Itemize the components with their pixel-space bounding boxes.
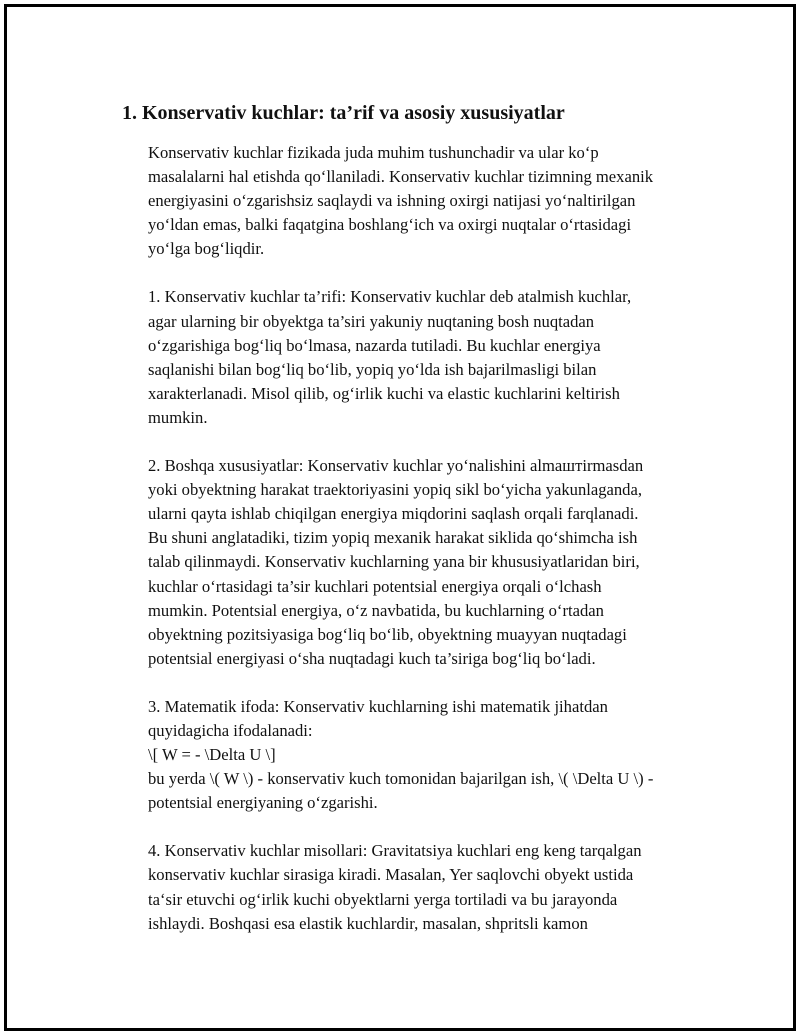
document-body — [119, 99, 699, 960]
formula-paragraph: 3. Matematik ifoda: Konservativ kuchlarning ishi matematik jihatdan quyidagicha ifodalanadi: \[ W = - \Delta U \] bu yerda \( W \) - konservativ kuch tomonidan bajarilgan ish, \( \Delta U \) - potentsial energiyaning o‘zgarishi. — [148, 696, 654, 813]
section-heading: 1. Konservativ kuchlar: ta’rif va asosiy xususiyatlar — [122, 102, 565, 124]
examples-paragraph: 4. Konservativ kuchlar misollari: Gravitatsiya kuchlari eng keng tarqalgan konservativ kuchlar sirasiga kiradi. Masalan, Yer saqlovchi obyekt ustida ta‘sir etuvchi og‘irlik kuchi obyektlarni yerga tortiladi va bu jarayonda ishlaydi. Boshqasi esa elastik kuchlardir, masalan, shpritsli kamon — [148, 841, 642, 933]
intro-paragraph: Konservativ kuchlar fizikada juda muhim tushunchadir va ular ko‘p masalalarni hal etishda qo‘llaniladi. Konservativ kuchlar tizimning mexanik energiyasini o‘zgarishsiz saqlaydi va ishning oxirgi natijasi yo‘naltirilgan yo‘ldan emas, balki faqatgina boshlang‘ich va oxirgi nuqtalar o‘rtasidagi yo‘lga bog‘liqdir. — [148, 143, 654, 259]
definition-paragraph: 1. Konservativ kuchlar ta’rifi: Konservativ kuchlar deb atalmish kuchlar, agar ularning bir obyektga ta’siri yakuniy nuqtaning bosh nuqtadan o‘zgarishiga bog‘liq bo‘lmasa, nazarda tutiladi. Bu kuchlar energiya saqlanishi bilan bog‘liq bo‘lib, yopiq yo‘lda ish bajarilmasligi bilan xarakterlanadi. Misol qilib, og‘irlik kuchi va elastic kuchlarini keltirish mumkin. — [148, 287, 632, 427]
document-page — [4, 4, 796, 1031]
properties-paragraph: 2. Boshqa xususiyatlar: Konservativ kuchlar yo‘nalishini almaштirmasdan yoki obyektning harakat traektoriyasini yopiq sikl bo‘yicha yakunlaganda, ularni qayta ishlab chiqilgan energiya miqdorini saqlash orqali farqlanadi. Bu shuni anglatadiki, tizim yopiq mexanik harakat siklida qo‘shimcha ish talab qilinmaydi. Konservativ kuchlarning yana bir khususiyatlaridan biri, kuchlar o‘rtasidagi ta’sir kuchlari potentsial energiya orqali o‘lchash mumkin. Potentsial energiya, o‘z navbatida, bu kuchlarning o‘rtadan obyektning pozitsiyasiga bog‘liq bo‘lib, obyektning muayyan nuqtadagi potentsial energiyasi o‘sha nuqtadagi kuch ta’siriga bog‘liq bo‘ladi. — [148, 456, 644, 668]
